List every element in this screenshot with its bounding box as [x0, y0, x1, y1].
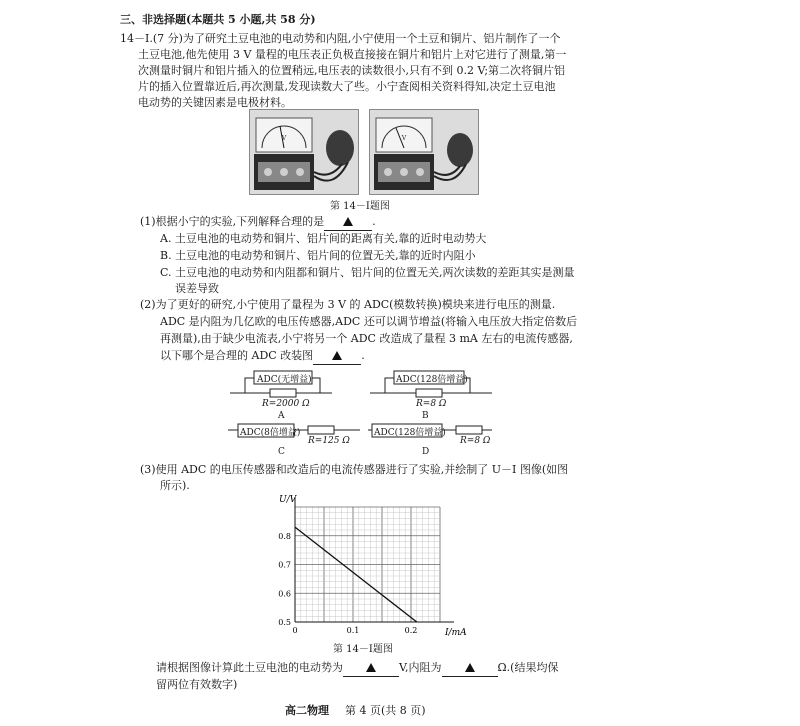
- final-line-1: [156, 660, 558, 677]
- q1-option-c-cont: 误差导致: [175, 282, 219, 295]
- chart-x-label: I/mA: [445, 628, 467, 638]
- circuit-b-resistance: R=8 Ω: [416, 399, 447, 409]
- voltmeter-photo-2: [369, 109, 479, 195]
- emf-answer-blank[interactable]: [343, 660, 399, 677]
- q2-line-4: [160, 348, 365, 365]
- q2-end: .: [361, 349, 365, 362]
- y-tick-label: 0.6: [278, 589, 291, 599]
- circuit-b-label: B: [422, 411, 429, 421]
- q3-line-2: 所示).: [160, 479, 190, 492]
- q2-line-1: (2)为了更好的研究,小宁使用了量程为 3 V 的 ADC(模数转换)模块来进行电压的测量.: [140, 298, 556, 311]
- y-tick-label: 0.7: [278, 560, 291, 570]
- final-text-1: 请根据图像计算此土豆电池的电动势为: [156, 661, 343, 674]
- circuit-c-resistance: R=125 Ω: [308, 436, 350, 446]
- circuit-b-adc-label: ADC(128倍增益): [396, 375, 468, 385]
- q1-stem: [140, 214, 376, 231]
- circuit-c-label: C: [278, 447, 285, 457]
- section-title: 三、非选择题(本题共 5 小题,共 58 分): [120, 13, 316, 26]
- q2-line-2: ADC 是内阻为几亿欧的电压传感器,ADC 还可以调节增益(将输入电压放大指定倍数后: [160, 315, 578, 328]
- footer-subject: 高二物理: [285, 704, 329, 717]
- circuit-c-resistor: [308, 426, 334, 434]
- q2-last-text: 以下哪个是合理的 ADC 改装图: [160, 349, 314, 362]
- y-tick-label: 0.5: [278, 618, 291, 627]
- resistance-answer-blank[interactable]: [442, 660, 498, 677]
- circuit-d-resistor: [456, 426, 482, 434]
- intro-line-3: 次测量时铜片和铝片插入的位置稍远,电压表的读数很小,只有不到 0.2 V;第二次将铜片铝: [138, 64, 566, 77]
- q1-answer-blank[interactable]: [324, 214, 372, 231]
- final-text-3: Ω.(结果均保: [497, 661, 559, 674]
- q2-answer-blank[interactable]: [313, 348, 361, 365]
- circuit-a-adc-label: ADC(无增益): [257, 375, 312, 385]
- x-tick-label: 0: [292, 626, 298, 635]
- final-line-2: 留两位有效数字): [156, 678, 238, 691]
- u-i-chart: [265, 492, 485, 642]
- q1-stem-end: .: [372, 215, 376, 228]
- q1-stem-text: (1)根据小宁的实验,下列解释合理的是: [140, 215, 325, 228]
- circuit-a-label: A: [278, 411, 285, 421]
- triangle-icon: [366, 663, 376, 672]
- x-tick-label: 0.1: [346, 626, 360, 635]
- intro-line-1: 14－Ⅰ.(7 分)为了研究土豆电池的电动势和内阻,小宁使用一个土豆和铜片、铝片制作了一个: [120, 32, 561, 45]
- circuit-b-resistor: [416, 389, 442, 397]
- voltmeter-photo-1: [249, 109, 359, 195]
- triangle-icon: [332, 351, 342, 360]
- x-tick-label: 0.2: [404, 626, 418, 635]
- circuit-d-label: D: [422, 447, 430, 457]
- svg-text:V: V: [401, 135, 407, 142]
- final-text-2: V,内阻为: [399, 661, 442, 674]
- circuit-c-adc-label: ADC(8倍增益): [240, 428, 301, 438]
- svg-text:V: V: [281, 135, 287, 142]
- triangle-icon: [343, 217, 353, 226]
- circuit-d-resistance: R=8 Ω: [460, 436, 491, 446]
- circuit-a-resistor: [270, 389, 296, 397]
- footer-page: 第 4 页(共 8 页): [345, 704, 426, 717]
- figure-2-caption: 第 14－Ⅰ题图: [333, 644, 393, 655]
- q3-line-1: (3)使用 ADC 的电压传感器和改造后的电流传感器进行了实验,并绘制了 U－I 图像(如图: [140, 463, 569, 476]
- chart-y-label: U/V: [279, 495, 297, 505]
- q1-option-a: A. 土豆电池的电动势和铜片、铝片间的距离有关,靠的近时电动势大: [160, 232, 487, 245]
- q1-option-c: C. 土豆电池的电动势和内阻都和铜片、铝片间的位置无关,两次读数的差距其实是测量: [160, 266, 575, 279]
- triangle-icon: [465, 663, 475, 672]
- chart-grid: [295, 507, 440, 622]
- intro-line-5: 电动势的关键因素是电极材料。: [138, 96, 292, 109]
- intro-line-2: 土豆电池,他先使用 3 V 量程的电压表正负极直接接在铜片和铝片上对它进行了测量,第一: [138, 48, 567, 61]
- y-tick-label: 0.8: [278, 531, 291, 541]
- figure-1-caption: 第 14－Ⅰ题图: [330, 201, 390, 212]
- intro-line-4: 片的插入位置靠近后,再次测量,发现读数大了些。小宁查阅相关资料得知,决定土豆电池: [138, 80, 556, 93]
- circuit-a-resistance: R=2000 Ω: [262, 399, 310, 409]
- q1-option-b: B. 土豆电池的电动势和铜片、铝片间的位置无关,靠的近时内阻小: [160, 249, 476, 262]
- q2-line-3: 再测量),由于缺少电流表,小宁将另一个 ADC 改造成了量程 3 mA 左右的电流传感器,: [160, 332, 573, 345]
- circuit-d-adc-label: ADC(128倍增益): [374, 428, 446, 438]
